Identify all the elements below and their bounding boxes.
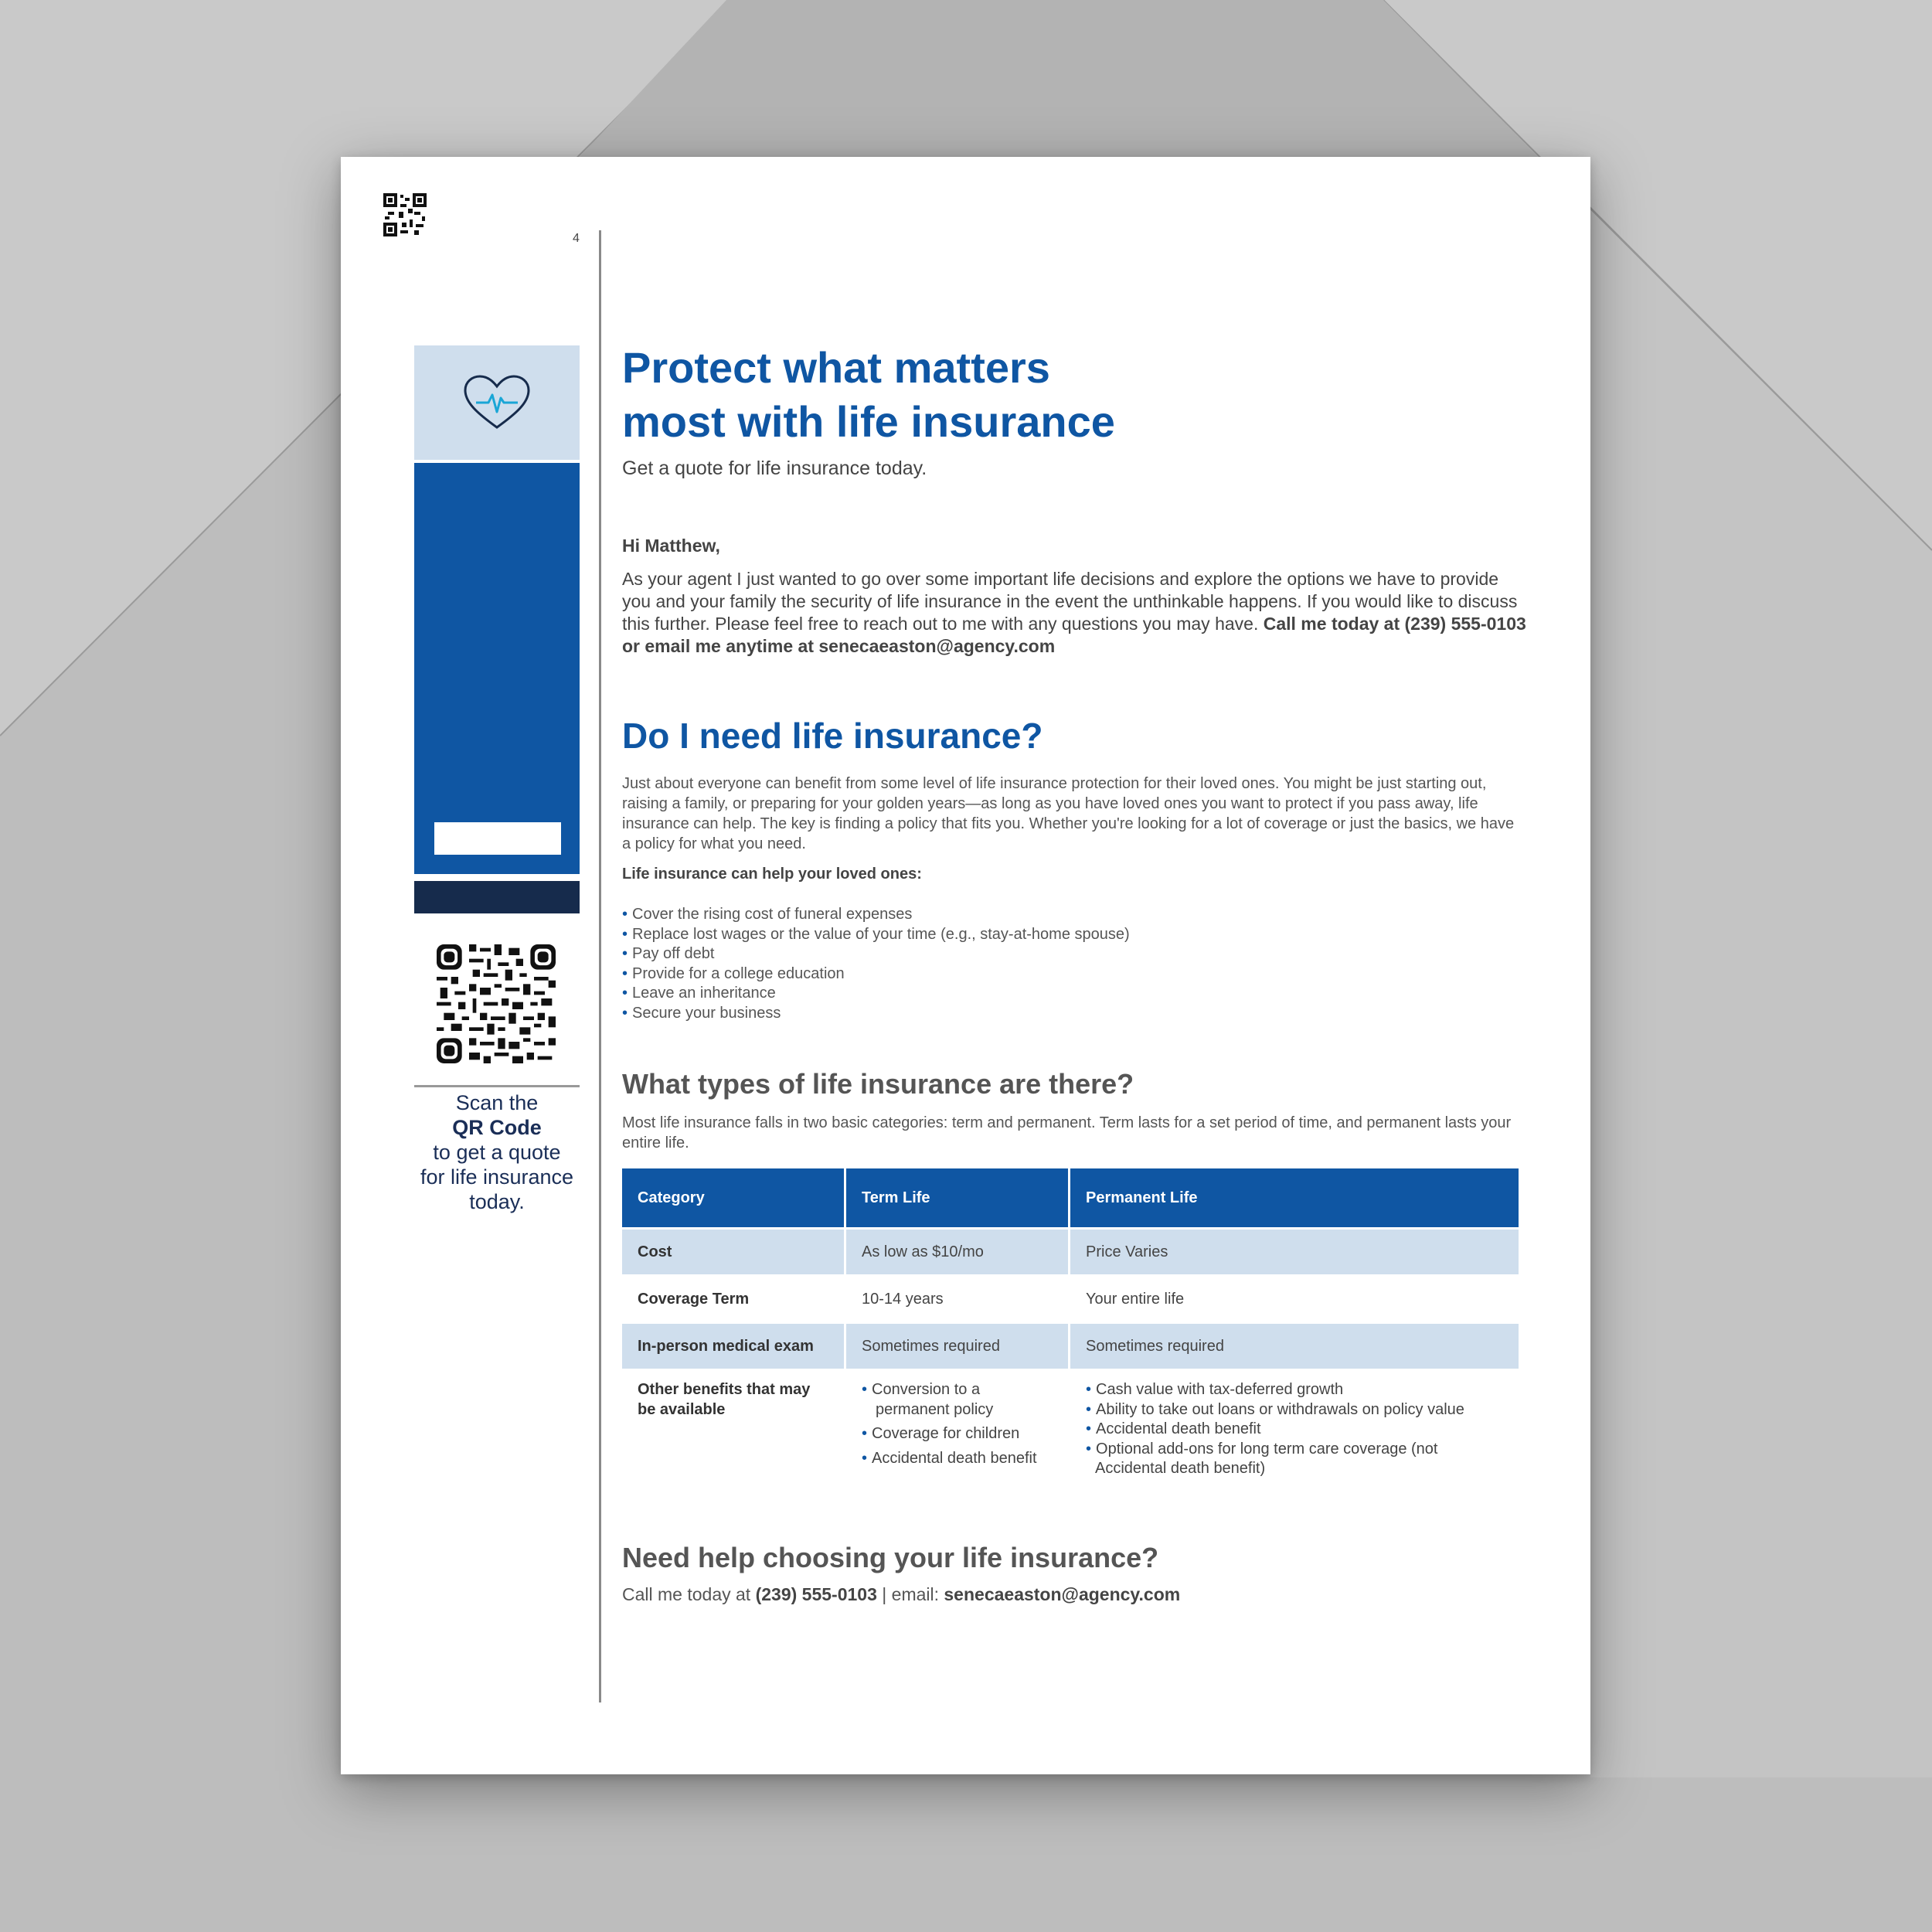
comparison-table: [622, 1168, 1519, 1479]
need-paragraph: Just about everyone can benefit from some level of life insurance protection for their loved ones. You might be just starting out, raising a family, or preparing for your golden years—as long as you have loved ones you want to protect if you pass away, life insurance can help. The key is finding a policy that fits you. Whether you're looking for a lot of coverage or just the basics, we have a policy for what you need.: [622, 775, 1515, 852]
bullet-dot: •: [622, 1004, 628, 1022]
list-item: [622, 925, 1130, 945]
list-item: [862, 1380, 1053, 1400]
row-label: In-person medical exam: [622, 1321, 846, 1369]
document-page: [341, 157, 1590, 1774]
table-row: [622, 1369, 1519, 1479]
benefit-text: Pay off debt: [632, 945, 715, 962]
header-category: Category: [622, 1168, 846, 1227]
qr-code-icon: [383, 193, 427, 236]
term-cell: Sometimes required: [846, 1321, 1070, 1369]
header-term-life: Term Life: [846, 1168, 1070, 1227]
perm-benefits-cell: [1070, 1369, 1519, 1479]
scan-line-4: today.: [469, 1190, 525, 1213]
sidebar-icon-panel: [414, 345, 580, 460]
bullet-dot: •: [622, 964, 628, 982]
table-row: [622, 1274, 1519, 1321]
letter-greeting: Hi Matthew,: [622, 536, 720, 556]
list-item: [862, 1449, 1053, 1469]
list-item: [1086, 1380, 1519, 1400]
page-number: 4: [573, 232, 580, 245]
benefit-text: Coverage for children: [872, 1425, 1020, 1442]
list-item: [622, 944, 1130, 964]
benefit-text: Secure your business: [632, 1004, 781, 1022]
qr-code-icon[interactable]: [437, 944, 556, 1063]
list-item: [862, 1400, 1053, 1420]
page-subtitle: Get a quote for life insurance today.: [622, 457, 927, 479]
contact-email[interactable]: senecaeaston@agency.com: [944, 1584, 1181, 1604]
perm-cell: Your entire life: [1070, 1274, 1519, 1321]
bullet-dot: •: [1086, 1420, 1092, 1437]
table-header-row: [622, 1168, 1519, 1227]
term-benefits-cell: [846, 1369, 1070, 1479]
table-row: [622, 1227, 1519, 1274]
bullet-dot: •: [862, 1381, 868, 1398]
list-item: [1086, 1459, 1519, 1479]
bullet-dot: •: [622, 925, 628, 943]
benefit-text: Optional add-ons for long term care coverage (not: [1096, 1440, 1438, 1458]
section-title-help: Need help choosing your life insurance?: [622, 1542, 1159, 1573]
sidebar-divider: [414, 1085, 580, 1087]
list-item: [622, 905, 1130, 925]
contact-phone[interactable]: (239) 555-0103: [755, 1584, 877, 1604]
heart-pulse-icon: [462, 373, 532, 432]
term-cell: As low as $10/mo: [846, 1227, 1070, 1274]
benefit-text: Accidental death benefit): [1095, 1460, 1266, 1477]
bullet-dot: •: [622, 906, 628, 923]
types-paragraph: Most life insurance falls in two basic categories: term and permanent. Term lasts for a set period of time, and permanent lasts your entire life.: [622, 1114, 1512, 1151]
header-permanent-life: Permanent Life: [1070, 1168, 1519, 1227]
benefit-text: Leave an inheritance: [632, 985, 776, 1002]
list-item: [1086, 1400, 1519, 1420]
benefit-text: Cover the rising cost of funeral expenses: [632, 906, 913, 923]
letter-body: [622, 568, 1526, 658]
contact-line: [622, 1584, 1180, 1605]
title-line-1: Protect what matters: [622, 343, 1050, 392]
sidebar-navy-bar: [414, 881, 580, 913]
perm-benefits-list: [1086, 1380, 1519, 1479]
vertical-divider: [599, 230, 601, 1702]
perm-cell: Price Varies: [1070, 1227, 1519, 1274]
scan-line-3: for life insurance: [420, 1165, 574, 1189]
benefit-text: permanent policy: [876, 1400, 994, 1418]
benefit-text: Accidental death benefit: [872, 1449, 1037, 1467]
term-cell: 10-14 years: [846, 1274, 1070, 1321]
benefits-title: Life insurance can help your loved ones:: [622, 866, 922, 883]
list-item: [622, 984, 1130, 1004]
row-label: Coverage Term: [622, 1274, 846, 1321]
benefit-text: Provide for a college education: [632, 964, 845, 982]
bullet-dot: •: [1086, 1381, 1092, 1398]
section-title-need: Do I need life insurance?: [622, 716, 1043, 756]
title-line-2: most with life insurance: [622, 397, 1115, 446]
scan-line-2: to get a quote: [433, 1141, 561, 1164]
contact-prefix: Call me today at: [622, 1584, 751, 1604]
page-title: [622, 341, 1240, 449]
sidebar-blue-panel: [414, 463, 580, 874]
benefit-text: Accidental death benefit: [1096, 1420, 1261, 1437]
perm-cell: Sometimes required: [1070, 1321, 1519, 1369]
bullet-dot: •: [1086, 1440, 1092, 1458]
bullet-dot: •: [1086, 1400, 1092, 1418]
contact-separator: | email:: [882, 1584, 939, 1604]
bullet-dot: •: [622, 945, 628, 962]
list-item: [1086, 1440, 1519, 1460]
bullet-dot: •: [862, 1449, 868, 1467]
row-label: Cost: [622, 1227, 846, 1274]
section-title-types: What types of life insurance are there?: [622, 1068, 1134, 1100]
bullet-dot: •: [622, 985, 628, 1002]
benefit-text: Conversion to a: [872, 1381, 981, 1398]
row-label: Other benefits that may be available: [622, 1369, 846, 1479]
scan-line-1: Scan the: [455, 1091, 539, 1114]
benefit-text: Ability to take out loans or withdrawals on policy value: [1096, 1400, 1464, 1418]
letter-cta: Call me today at (239) 555-0103 or email me anytime at senecaeaston@agency.com: [622, 614, 1526, 656]
bullet-dot: •: [862, 1425, 868, 1442]
letter-body-text: As your agent I just wanted to go over some important life decisions and explore the options we have to provide you and your family the security of life insurance in the event the unthinkable happens. If you would like to discuss this further. Please feel free to reach out to me with any questions you may have.: [622, 569, 1518, 634]
scan-qr-bold: QR Code: [452, 1116, 542, 1139]
benefits-list: [622, 905, 1130, 1023]
sidebar-white-bar: [434, 822, 561, 855]
table-row: [622, 1321, 1519, 1369]
benefit-text: Replace lost wages or the value of your time (e.g., stay-at-home spouse): [632, 925, 1130, 943]
list-item: [622, 964, 1130, 985]
list-item: [1086, 1420, 1519, 1440]
term-benefits-list: [862, 1380, 1053, 1468]
list-item: [622, 1004, 1130, 1024]
scan-qr-caption: [409, 1090, 585, 1214]
benefit-text: Cash value with tax-deferred growth: [1096, 1381, 1344, 1398]
list-item: [862, 1424, 1053, 1444]
